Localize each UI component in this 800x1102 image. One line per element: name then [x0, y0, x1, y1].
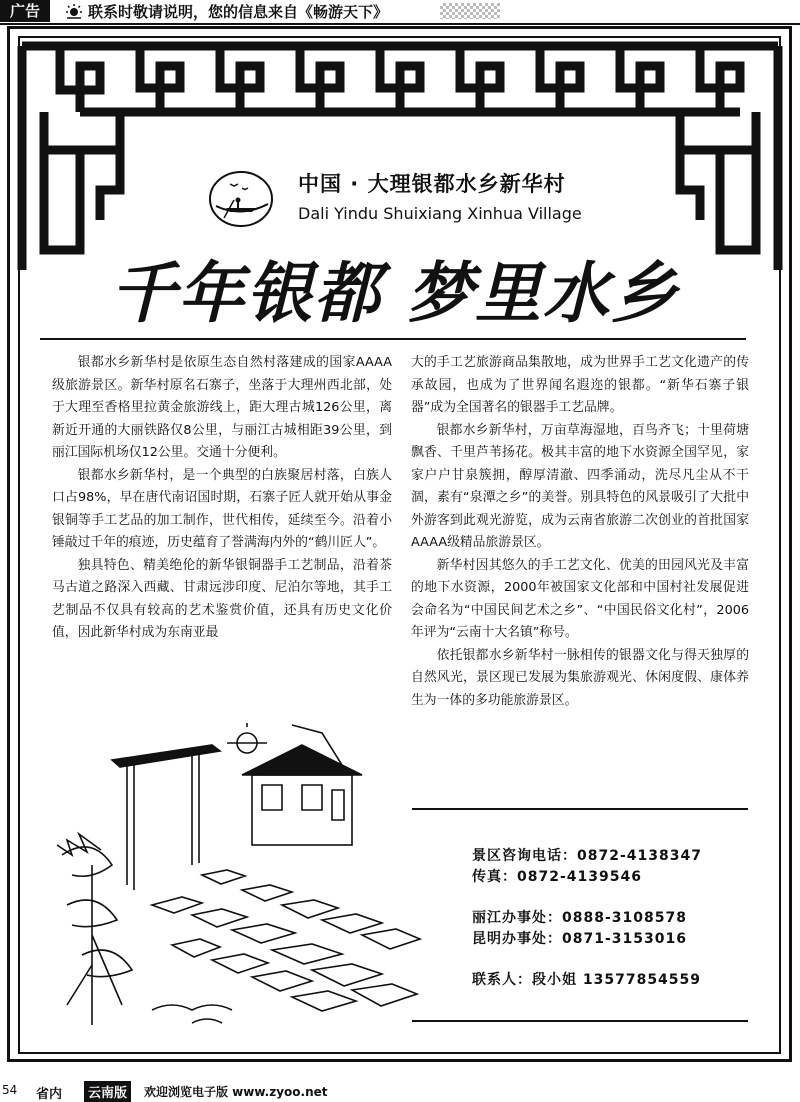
hotline-text: 景区咨询电话：0872-4138347	[472, 848, 702, 864]
footer	[0, 1078, 800, 1100]
title-english: Dali Yindu Shuixiang Xinhua Village	[298, 204, 582, 223]
province-label: 省内	[36, 1087, 63, 1102]
kunming-office-text: 昆明办事处：0871-3153016	[472, 931, 687, 947]
paragraph: 银都水乡新华村是依原生态自然村落建成的国家AAAA级旅游景区。新华村原名石寨子，坐落于大理州西北部，处于大理至香格里拉黄金旅游线上，距大理古城126公里，离新近开通的大丽铁路仅8公里，与丽江古城相距39公里，到丽江国际机场仅12公里。交通十分便利。	[52, 355, 392, 460]
contact-divider-bottom	[412, 1020, 748, 1022]
paragraph: 新华村因其悠久的手工艺文化、优美的田园风光及丰富的地下水资源，2000年被国家文化部和中国村社发展促进会命名为“中国民间艺术之乡”、“中国民俗文化村”，2006年评为“云南十大名镇”称号。	[411, 557, 749, 640]
left-column	[52, 352, 392, 645]
paragraph: 银都水乡新华村，万亩草海湿地，百鸟齐飞；十里荷塘飘香、千里芦苇扬花。极其丰富的地下水资源全国罕见，家家户户甘泉簇拥，醇厚清澈、四季涌动，洗尽凡尘从不干涸，素有“泉潭之乡”的美誉。别具特色的风景吸引了大批中外游客到此观光游览，成为云南省旅游二次创业的首批国家AAAA级精品旅游景区。	[411, 422, 749, 550]
paragraph: 依托银都水乡新华村一脉相传的银器文化与得天独厚的自然风光，景区现已发展为集旅游观光、休闲度假、康体养生为一体的多功能旅游景区。	[411, 647, 749, 708]
footer-link-text[interactable]: 欢迎浏览电子版 www.zyoo.net	[144, 1085, 328, 1099]
edition-badge: 云南版	[84, 1081, 131, 1102]
paragraph: 大的手工艺旅游商品集散地，成为世界手工艺文化遗产的传承故园，也成为了世界闻名遐迩的银都。“新华石寨子银器”成为全国著名的银器手工艺品牌。	[411, 355, 749, 415]
paragraph: 独具特色、精美绝伦的新华银铜器手工艺制品，沿着茶马古道之路深入西藏、甘肃远涉印度、尼泊尔等地，其手工艺制品不仅具有较高的艺术鉴赏价值，还具有历史文化价值，因此新华村成为东南亚最	[52, 557, 392, 640]
headline: 千年银都 梦里水乡	[110, 254, 679, 332]
page-number: 54	[2, 1083, 18, 1097]
contact-person-text: 联系人：段小姐 13577854559	[472, 972, 702, 988]
contact-divider-top	[412, 808, 748, 810]
top-notice: 联系时敬请说明，您的信息来自《畅游天下》	[88, 3, 389, 21]
headline-divider	[40, 338, 746, 340]
paragraph: 银都水乡新华村，是一个典型的白族聚居村落，白族人口占98%，早在唐代南诏国时期，石寨子匠人就开始从事金银铜等手工艺品的加工制作，世代相传，延续至今。沿着小锤敲过千年的痕迹，历史蕴育了誉满海内外的“鹤川匠人”。	[52, 467, 392, 550]
ad-tag: 广告	[0, 0, 50, 22]
right-column	[411, 352, 749, 712]
lijiang-office-text: 丽江办事处：0888-3108578	[472, 910, 687, 926]
fax-text: 传真：0872-4139546	[472, 869, 642, 885]
boat-fisherman-logo-icon	[208, 170, 274, 228]
title-chinese: 中国 · 大理银都水乡新华村	[298, 172, 566, 196]
village-sketch-icon	[52, 705, 442, 1035]
